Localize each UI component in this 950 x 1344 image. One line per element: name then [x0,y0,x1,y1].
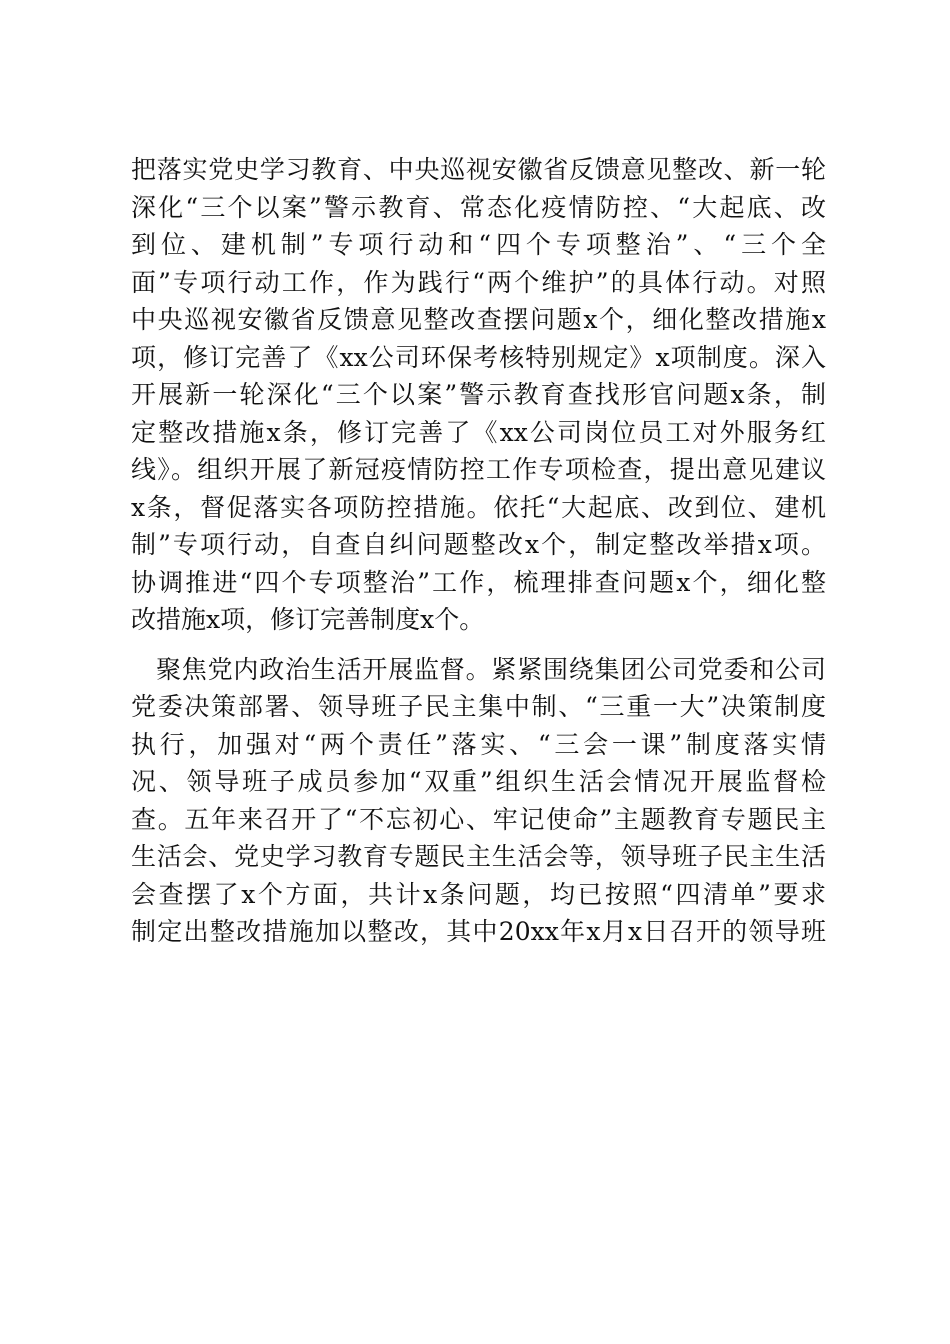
text-line: 定整改措施x条，修订完善了《xx公司岗位员工对外服务红 [131,417,826,447]
text-line: 制定出整改措施加以整改，其中20xx年x月x日召开的领导班 [131,917,826,946]
text-line: 开展新一轮深化“三个以案”警示教育查找形官问题x条，制 [131,380,826,409]
text-line: 到位、建机制”专项行动和“四个专项整治”、“三个全 [131,230,826,259]
text-line: 制”专项行动，自查自纠问题整改x个，制定整改举措x项。 [131,530,826,559]
text-line: 面”专项行动工作，作为践行“两个维护”的具体行动。对照 [131,267,826,297]
paragraph-spacer [131,639,826,651]
text-line: 协调推进“四个专项整治”工作，梳理排查问题x个，细化整 [131,567,826,597]
text-line: x条，督促落实各项防控措施。依托“大起底、改到位、建机 [131,492,826,522]
paragraph-rectification [131,151,826,639]
text-line: 查。五年来召开了“不忘初心、牢记使命”主题教育专题民主 [131,804,826,834]
text-line: 生活会、党史学习教育专题民主生活会等，领导班子民主生活 [131,842,826,871]
text-line: 会查摆了x个方面，共计x条问题，均已按照“四清单”要求 [131,879,826,909]
text-line: 执行，加强对“两个责任”落实、“三会一课”制度落实情 [131,729,826,759]
paragraph-political-life [131,651,826,951]
document-body [131,151,826,951]
text-line: 把落实党史学习教育、中央巡视安徽省反馈意见整改、新一轮 [131,155,826,184]
text-line: 聚焦党内政治生活开展监督。紧紧围绕集团公司党委和公司 [156,654,826,684]
text-line: 况、领导班子成员参加“双重”组织生活会情况开展监督检 [131,767,826,796]
text-line: 线》。组织开展了新冠疫情防控工作专项检查，提出意见建议 [131,455,826,484]
text-line: 项，修订完善了《xx公司环保考核特别规定》x项制度。深入 [131,342,826,372]
text-line: 党委决策部署、领导班子民主集中制、“三重一大”决策制度 [131,692,826,721]
text-line: 中央巡视安徽省反馈意见整改查摆问题x个，细化整改措施x [131,305,826,334]
text-line: 改措施x项，修订完善制度x个。 [131,605,485,634]
text-line: 深化“三个以案”警示教育、常态化疫情防控、“大起底、改 [131,192,826,222]
